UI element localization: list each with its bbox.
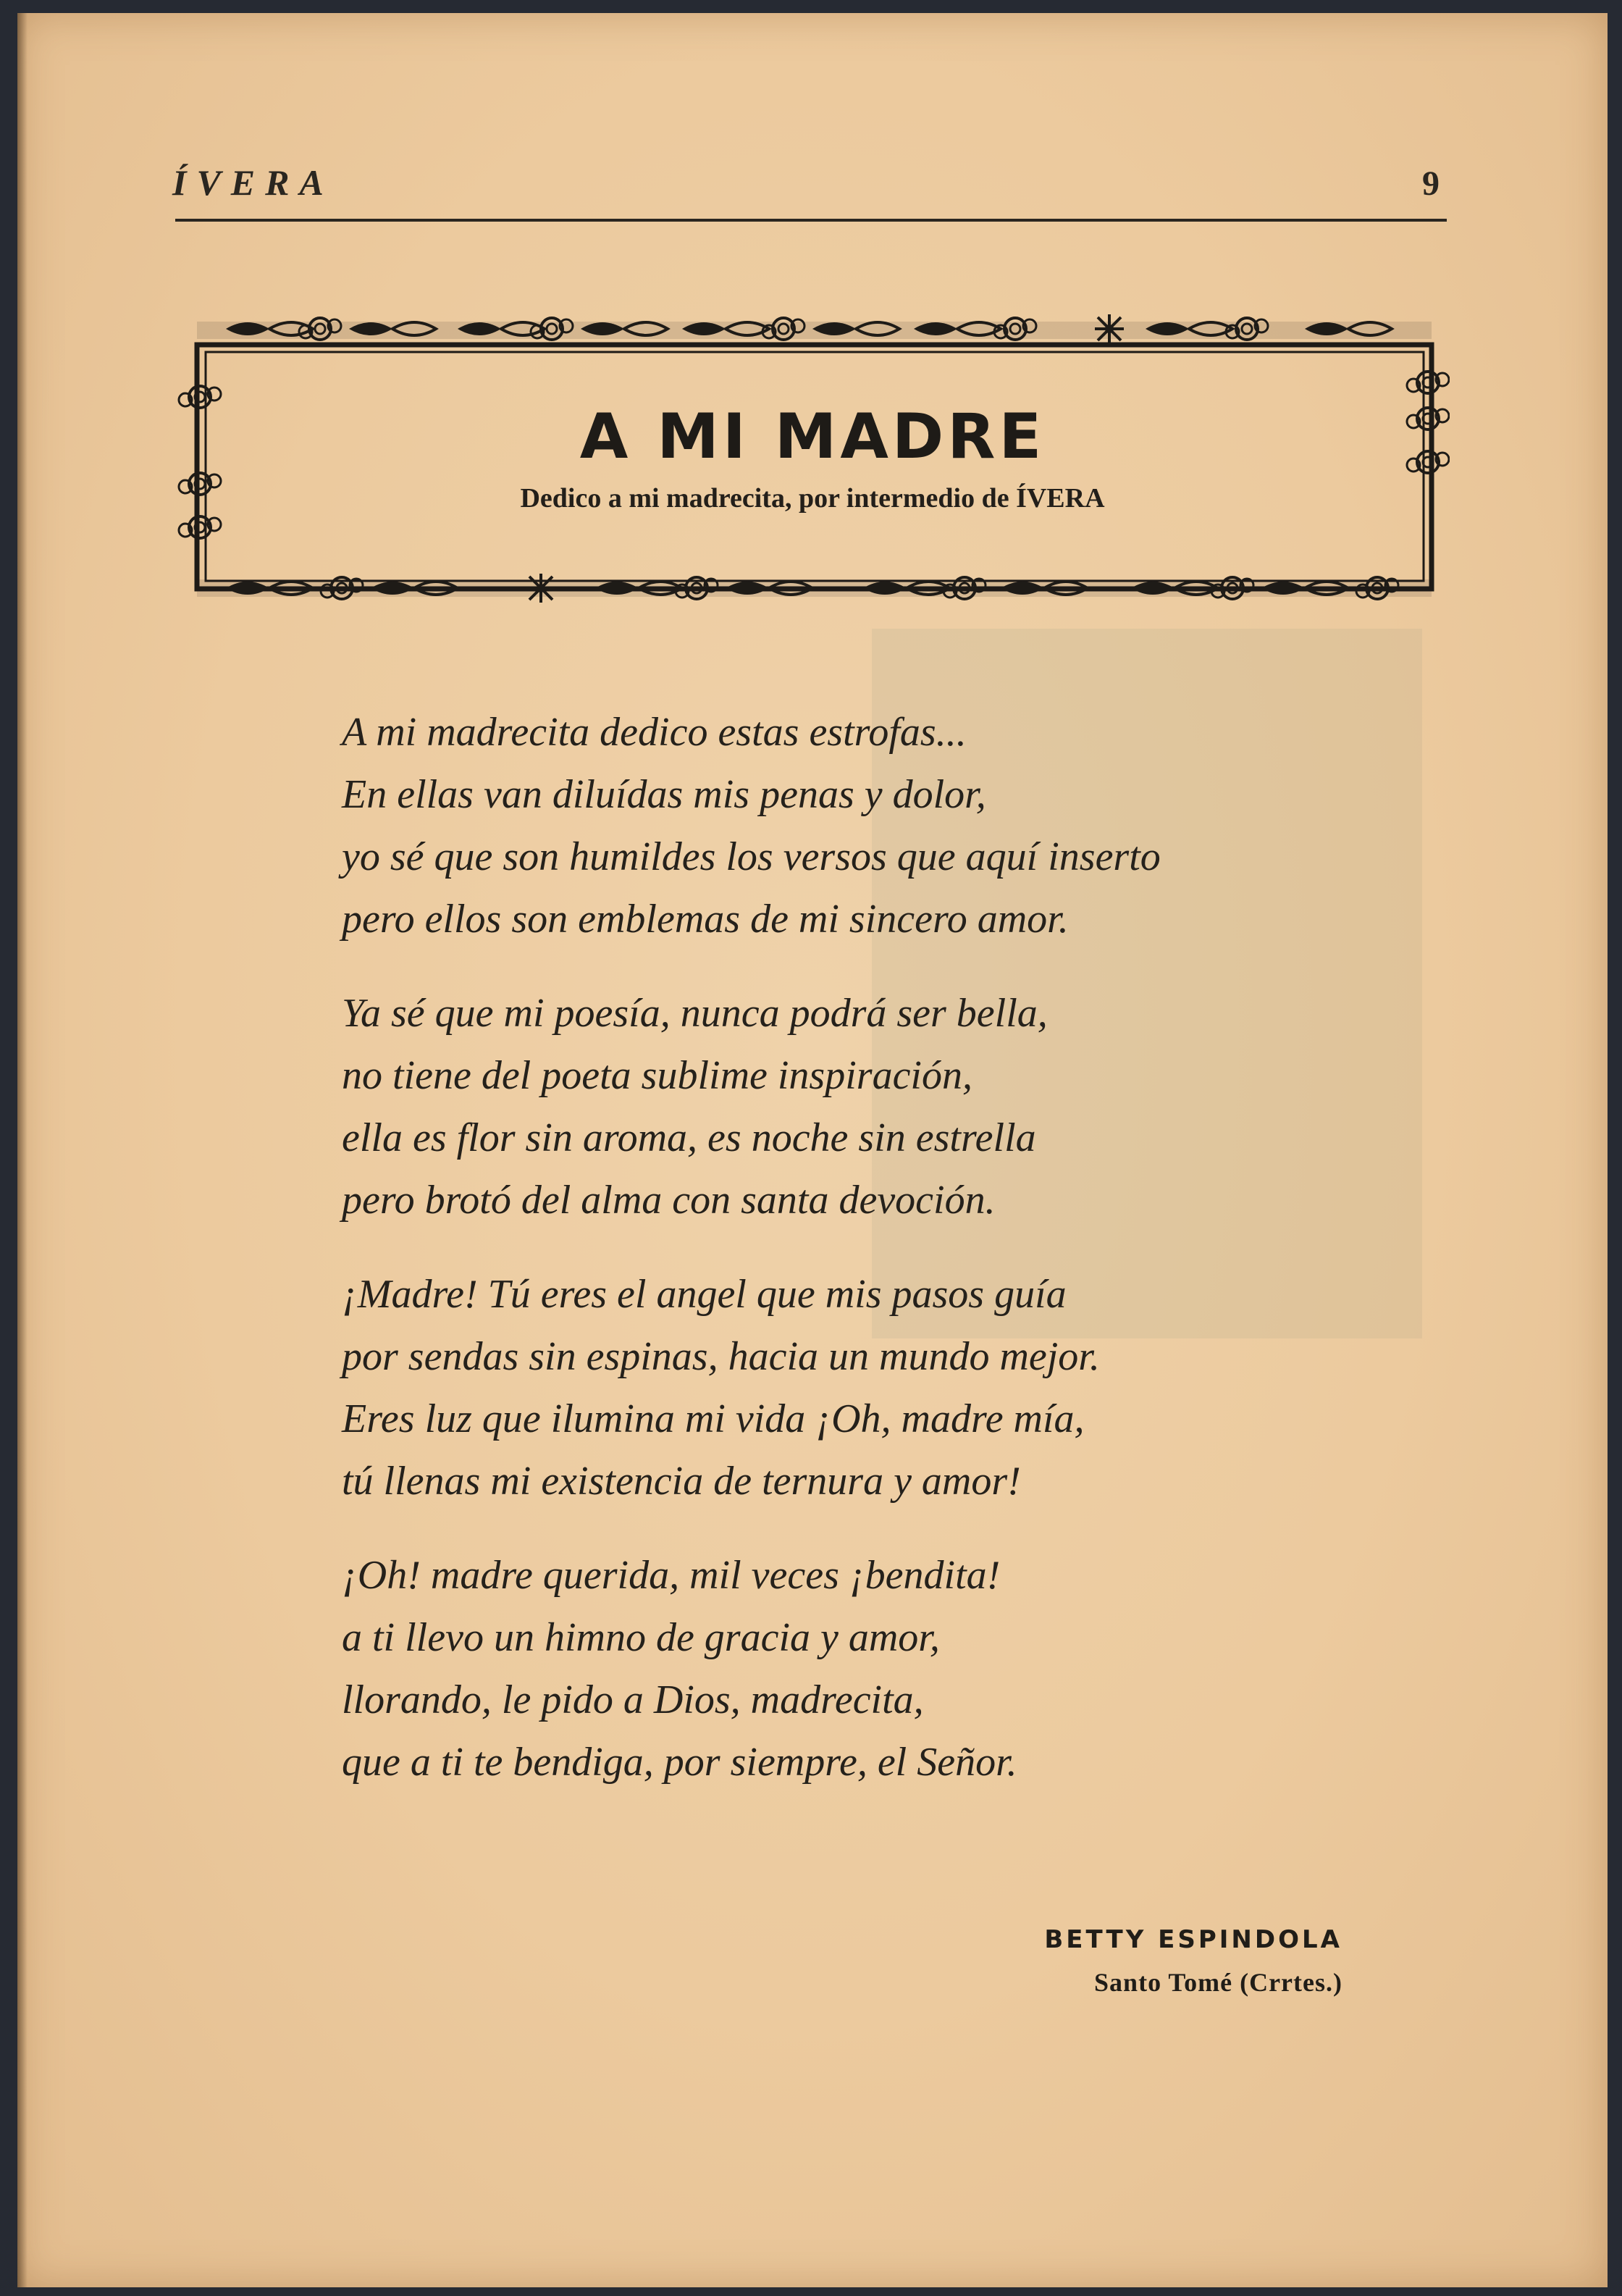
author-name: BETTY ESPINDOLA (1044, 1925, 1342, 1954)
poem-stanza (342, 701, 1356, 950)
poem-line: pero ellos son emblemas de mi sincero amor. (342, 897, 1069, 942)
poem-stanza (342, 1544, 1356, 1793)
poem-stanza (342, 1263, 1356, 1512)
poem-line: no tiene del poeta sublime inspiración, (342, 1053, 972, 1098)
page-number: 9 (1422, 164, 1440, 203)
poem-line: yo sé que son humildes los versos que aquí inserto (342, 834, 1161, 879)
poem-stanza (342, 982, 1356, 1231)
ornamental-title-frame (175, 303, 1450, 607)
poem-line: Ya sé que mi poesía, nunca podrá ser bella, (342, 991, 1048, 1036)
poem-line: ella es flor sin aroma, es noche sin estrella (342, 1115, 1036, 1160)
poem-line: A mi madrecita dedico estas estrofas... (342, 710, 967, 755)
poem-line: Eres luz que ilumina mi vida ¡Oh, madre mía, (342, 1396, 1085, 1441)
author-location: Santo Tomé (Crrtes.) (1094, 1968, 1342, 1997)
poem-line: a ti llevo un himno de gracia y amor, (342, 1615, 940, 1660)
running-title: ÍVERA (172, 162, 334, 203)
dedication-subtitle: Dedico a mi madrecita, por intermedio de ÍVERA (520, 483, 1105, 514)
poem-line: ¡Madre! Tú eres el angel que mis pasos guía (342, 1272, 1067, 1317)
article-title: A MI MADRE (579, 401, 1046, 473)
header-rule (175, 219, 1447, 222)
poem-body (342, 701, 1356, 1825)
page-spine-shadow (17, 13, 28, 2287)
poem-line: que a ti te bendiga, por siempre, el Señor. (342, 1740, 1017, 1785)
poem-line: llorando, le pido a Dios, madrecita, (342, 1677, 924, 1722)
poem-line: ¡Oh! madre querida, mil veces ¡bendita! (342, 1553, 1001, 1598)
poem-line: tú llenas mi existencia de ternura y amor! (342, 1459, 1021, 1504)
poem-line: pero brotó del alma con santa devoción. (342, 1178, 996, 1223)
poem-line: por sendas sin espinas, hacia un mundo mejor. (342, 1334, 1100, 1379)
magazine-page (17, 13, 1608, 2287)
poem-line: En ellas van diluídas mis penas y dolor, (342, 772, 986, 817)
signature-block (850, 1925, 1342, 1998)
